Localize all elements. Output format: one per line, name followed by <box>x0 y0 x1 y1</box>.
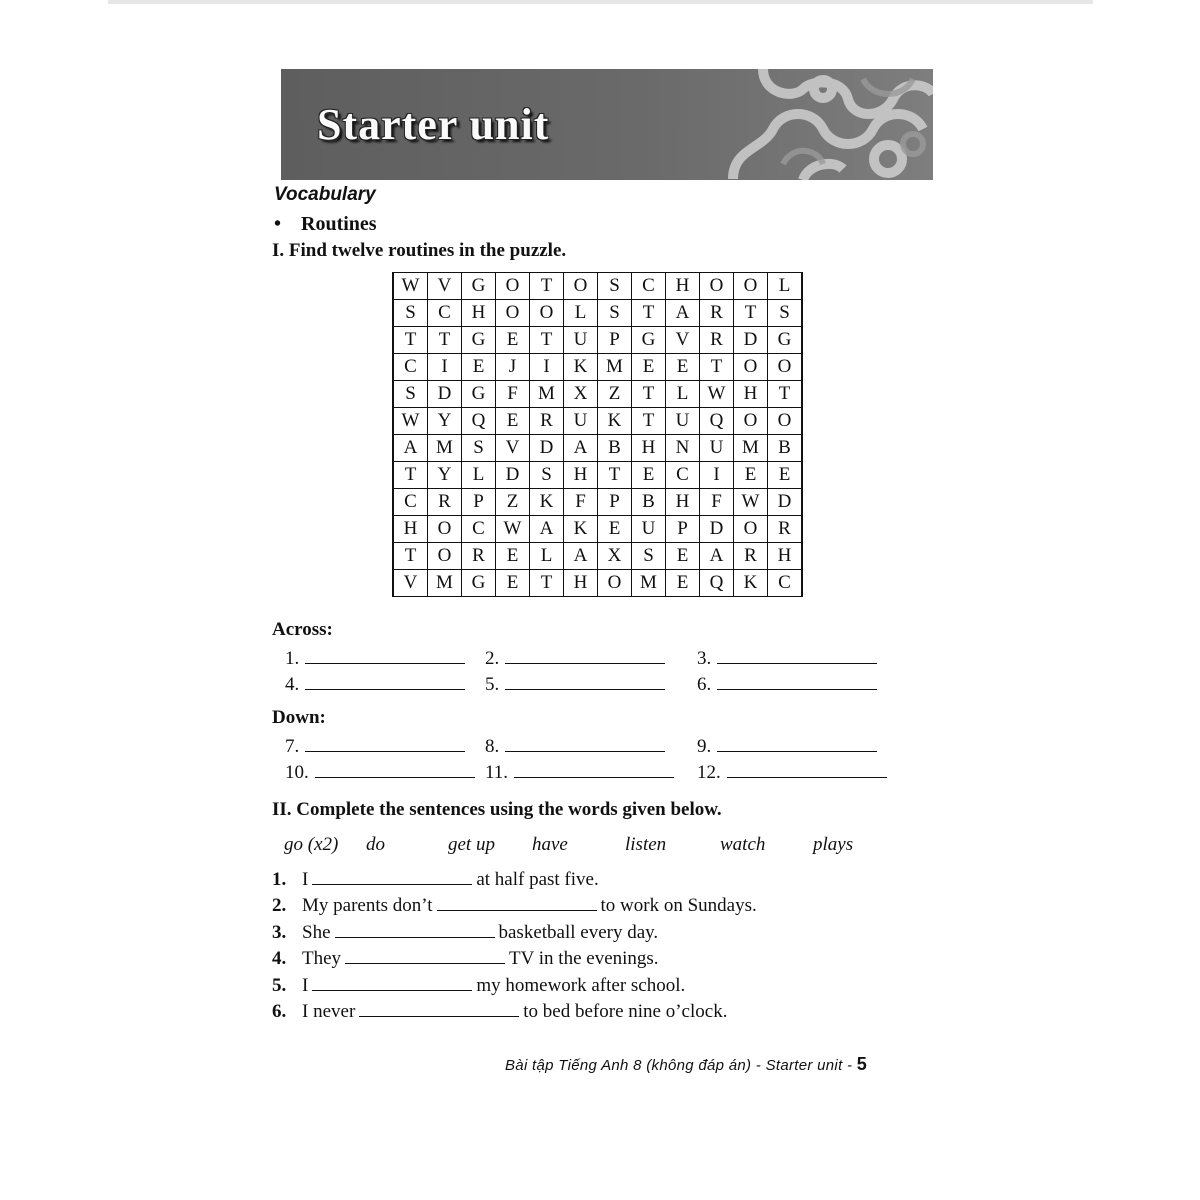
grid-cell[interactable]: X <box>564 381 598 408</box>
grid-cell[interactable]: M <box>632 570 666 597</box>
grid-cell[interactable]: A <box>564 435 598 462</box>
down-label: Down: <box>272 707 326 728</box>
grid-cell[interactable]: P <box>462 489 496 516</box>
top-divider <box>108 0 1093 4</box>
sentence-end: my homework after school. <box>476 975 686 996</box>
grid-row <box>393 354 802 381</box>
grid-cell[interactable]: R <box>700 300 734 327</box>
sentence-start: I <box>302 975 309 996</box>
grid-cell[interactable]: H <box>462 300 496 327</box>
grid-cell[interactable]: F <box>564 489 598 516</box>
answer-blank[interactable] <box>717 671 877 690</box>
grid-cell[interactable]: L <box>666 381 700 408</box>
grid-cell[interactable]: B <box>632 489 666 516</box>
grid-cell[interactable]: K <box>564 354 598 381</box>
grid-cell[interactable]: H <box>768 543 803 570</box>
grid-cell[interactable]: V <box>496 435 530 462</box>
grid-cell[interactable]: D <box>768 489 803 516</box>
grid-cell[interactable]: H <box>564 570 598 597</box>
answer-blank[interactable] <box>717 645 877 664</box>
grid-cell[interactable]: J <box>496 354 530 381</box>
word-search-grid <box>392 272 803 597</box>
sentence-blank[interactable] <box>312 866 472 885</box>
answer-number: 4. <box>285 674 300 695</box>
grid-cell[interactable]: D <box>496 462 530 489</box>
answer-blank[interactable] <box>505 645 665 664</box>
grid-cell[interactable]: E <box>666 543 700 570</box>
answer-item <box>697 759 887 784</box>
grid-cell[interactable]: O <box>700 273 734 300</box>
grid-cell[interactable]: Q <box>700 570 734 597</box>
grid-cell[interactable]: T <box>393 543 428 570</box>
grid-row <box>393 570 802 597</box>
answer-number: 2. <box>485 648 500 669</box>
grid-row <box>393 489 802 516</box>
grid-cell[interactable]: O <box>768 408 803 435</box>
grid-cell[interactable]: C <box>666 462 700 489</box>
grid-cell[interactable]: T <box>393 327 428 354</box>
answer-item <box>697 645 877 670</box>
grid-cell[interactable]: M <box>598 354 632 381</box>
answer-blank[interactable] <box>305 645 465 664</box>
grid-cell[interactable]: K <box>598 408 632 435</box>
grid-cell[interactable]: I <box>428 354 462 381</box>
grid-cell[interactable]: E <box>496 327 530 354</box>
grid-cell[interactable]: E <box>666 570 700 597</box>
grid-cell[interactable]: T <box>768 381 803 408</box>
grid-cell[interactable]: T <box>530 570 564 597</box>
sentence-start: My parents don’t <box>302 895 433 916</box>
grid-row <box>393 327 802 354</box>
grid-cell[interactable]: H <box>393 516 428 543</box>
grid-cell[interactable]: K <box>530 489 564 516</box>
grid-cell[interactable]: O <box>734 408 768 435</box>
grid-cell[interactable]: M <box>530 381 564 408</box>
grid-row <box>393 462 802 489</box>
grid-cell[interactable]: M <box>428 570 462 597</box>
answer-item <box>485 733 665 758</box>
word-bank-item: go (x2) <box>284 834 339 855</box>
grid-cell[interactable]: E <box>496 408 530 435</box>
word-bank-item: get up <box>448 834 495 855</box>
footer-text: Bài tập Tiếng Anh 8 (không đáp án) - Starter unit - <box>505 1057 857 1074</box>
grid-cell[interactable]: L <box>530 543 564 570</box>
swirl-pattern-decoration <box>673 69 933 180</box>
topic-label: Routines <box>301 213 377 235</box>
grid-cell[interactable]: S <box>632 543 666 570</box>
grid-cell[interactable]: T <box>393 462 428 489</box>
grid-cell[interactable]: E <box>632 354 666 381</box>
answer-number: 10. <box>285 762 309 783</box>
grid-cell[interactable]: O <box>734 354 768 381</box>
grid-cell[interactable]: E <box>496 570 530 597</box>
grid-cell[interactable]: D <box>700 516 734 543</box>
grid-cell[interactable]: E <box>734 462 768 489</box>
grid-cell[interactable]: G <box>632 327 666 354</box>
sentence-start: I <box>302 869 309 890</box>
grid-cell[interactable]: W <box>393 408 428 435</box>
grid-cell[interactable]: Y <box>428 462 462 489</box>
answer-number: 12. <box>697 762 721 783</box>
sentence-end: at half past five. <box>476 869 599 890</box>
grid-cell[interactable]: B <box>598 435 632 462</box>
grid-cell[interactable]: P <box>666 516 700 543</box>
sentence-blank[interactable] <box>312 972 472 991</box>
sentence-number: 2. <box>272 895 287 916</box>
grid-cell[interactable]: H <box>666 489 700 516</box>
grid-cell[interactable]: O <box>734 273 768 300</box>
grid-cell[interactable]: C <box>768 570 803 597</box>
sentence-end: TV in the evenings. <box>509 948 659 969</box>
word-bank-item: plays <box>813 834 854 855</box>
unit-title: Starter unit <box>317 100 550 149</box>
sentence-blank[interactable] <box>345 945 505 964</box>
sentence-number: 1. <box>272 869 287 890</box>
grid-cell[interactable]: S <box>598 300 632 327</box>
grid-cell[interactable]: D <box>428 381 462 408</box>
sentence-blank[interactable] <box>335 919 495 938</box>
grid-cell[interactable]: H <box>632 435 666 462</box>
grid-cell[interactable]: Q <box>462 408 496 435</box>
grid-cell[interactable]: N <box>666 435 700 462</box>
grid-cell[interactable]: K <box>734 570 768 597</box>
grid-cell[interactable]: C <box>428 300 462 327</box>
answer-blank[interactable] <box>305 733 465 752</box>
grid-cell[interactable]: O <box>530 300 564 327</box>
grid-cell[interactable]: B <box>768 435 803 462</box>
answer-number: 8. <box>485 736 500 757</box>
grid-row <box>393 408 802 435</box>
grid-cell[interactable]: L <box>564 300 598 327</box>
grid-cell[interactable]: X <box>598 543 632 570</box>
grid-cell[interactable]: U <box>632 516 666 543</box>
grid-cell[interactable]: Z <box>496 489 530 516</box>
sentence-number: 5. <box>272 975 287 996</box>
grid-cell[interactable]: T <box>632 300 666 327</box>
grid-cell[interactable]: W <box>700 381 734 408</box>
answer-blank[interactable] <box>717 733 877 752</box>
answer-number: 6. <box>697 674 712 695</box>
grid-cell[interactable]: I <box>700 462 734 489</box>
sentence-item <box>272 998 727 1023</box>
grid-cell[interactable]: G <box>462 327 496 354</box>
unit-banner <box>281 69 933 180</box>
grid-cell[interactable]: O <box>428 516 462 543</box>
grid-cell[interactable]: G <box>768 327 803 354</box>
grid-cell[interactable]: U <box>564 408 598 435</box>
grid-cell[interactable]: P <box>598 327 632 354</box>
grid-cell[interactable]: O <box>496 273 530 300</box>
grid-cell[interactable]: G <box>462 381 496 408</box>
grid-cell[interactable]: E <box>768 462 803 489</box>
grid-cell[interactable]: D <box>734 327 768 354</box>
grid-cell[interactable]: E <box>462 354 496 381</box>
grid-cell[interactable]: F <box>700 489 734 516</box>
answer-item <box>697 733 877 758</box>
grid-cell[interactable]: C <box>462 516 496 543</box>
sentence-end: to bed before nine o’clock. <box>523 1001 728 1022</box>
grid-cell[interactable]: A <box>700 543 734 570</box>
answer-blank[interactable] <box>727 759 887 778</box>
grid-cell[interactable]: W <box>496 516 530 543</box>
grid-cell[interactable]: T <box>632 381 666 408</box>
grid-cell[interactable]: E <box>598 516 632 543</box>
exercise2-instruction: II. Complete the sentences using the words given below. <box>272 799 722 820</box>
grid-cell[interactable]: R <box>428 489 462 516</box>
sentence-item <box>272 866 599 891</box>
grid-cell[interactable]: L <box>462 462 496 489</box>
answer-item <box>285 733 465 758</box>
grid-row <box>393 381 802 408</box>
grid-cell[interactable]: S <box>768 300 803 327</box>
grid-cell[interactable]: S <box>393 381 428 408</box>
grid-cell[interactable]: U <box>700 435 734 462</box>
answer-item <box>485 671 665 696</box>
grid-cell[interactable]: F <box>496 381 530 408</box>
answer-item <box>285 671 465 696</box>
grid-cell[interactable]: C <box>393 354 428 381</box>
grid-cell[interactable]: T <box>598 462 632 489</box>
sentence-item <box>272 972 685 997</box>
grid-cell[interactable]: W <box>393 273 428 300</box>
grid-cell[interactable]: C <box>393 489 428 516</box>
grid-cell[interactable]: S <box>462 435 496 462</box>
answer-blank[interactable] <box>305 671 465 690</box>
grid-cell[interactable]: A <box>564 543 598 570</box>
word-bank-item: watch <box>720 834 766 855</box>
answer-item <box>485 759 674 784</box>
grid-cell[interactable]: O <box>598 570 632 597</box>
grid-cell[interactable]: D <box>530 435 564 462</box>
grid-cell[interactable]: U <box>666 408 700 435</box>
sentence-start: She <box>302 922 331 943</box>
answer-blank[interactable] <box>505 671 665 690</box>
sentence-item <box>272 945 659 970</box>
answer-number: 7. <box>285 736 300 757</box>
grid-cell[interactable]: W <box>734 489 768 516</box>
grid-cell[interactable]: R <box>700 327 734 354</box>
grid-cell[interactable]: H <box>564 462 598 489</box>
grid-cell[interactable]: T <box>700 354 734 381</box>
grid-cell[interactable]: A <box>666 300 700 327</box>
answer-blank[interactable] <box>505 733 665 752</box>
grid-cell[interactable]: U <box>564 327 598 354</box>
grid-cell[interactable]: A <box>530 516 564 543</box>
grid-cell[interactable]: M <box>734 435 768 462</box>
grid-cell[interactable]: P <box>598 489 632 516</box>
across-label: Across: <box>272 619 333 640</box>
page-number: 5 <box>856 1054 868 1074</box>
exercise1-instruction: I. Find twelve routines in the puzzle. <box>272 240 567 261</box>
grid-cell[interactable]: O <box>734 516 768 543</box>
answer-blank[interactable] <box>514 759 674 778</box>
grid-cell[interactable]: H <box>734 381 768 408</box>
answer-number: 11. <box>485 762 509 783</box>
sentence-start: I never <box>302 1001 356 1022</box>
sentence-blank[interactable] <box>437 892 597 911</box>
grid-cell[interactable]: L <box>768 273 803 300</box>
grid-cell[interactable]: G <box>462 273 496 300</box>
word-bank-item: do <box>366 834 385 855</box>
answer-blank[interactable] <box>315 759 475 778</box>
grid-cell[interactable]: T <box>632 408 666 435</box>
sentence-end: to work on Sundays. <box>600 895 757 916</box>
grid-cell[interactable]: V <box>393 570 428 597</box>
word-bank-item: listen <box>625 834 667 855</box>
grid-cell[interactable]: T <box>428 327 462 354</box>
bullet-icon: • <box>274 213 282 235</box>
answer-item <box>285 759 475 784</box>
sentence-end: basketball every day. <box>498 922 659 943</box>
grid-cell[interactable]: T <box>734 300 768 327</box>
grid-cell[interactable]: G <box>462 570 496 597</box>
answer-number: 5. <box>485 674 500 695</box>
grid-row <box>393 435 802 462</box>
grid-cell[interactable]: E <box>666 354 700 381</box>
grid-cell[interactable]: V <box>666 327 700 354</box>
grid-row <box>393 543 802 570</box>
sentence-item <box>272 919 658 944</box>
answer-number: 9. <box>697 736 712 757</box>
grid-row <box>393 273 802 300</box>
answer-item <box>285 645 465 670</box>
section-heading: Vocabulary <box>274 184 376 205</box>
sentence-number: 6. <box>272 1001 287 1022</box>
grid-cell[interactable]: O <box>428 543 462 570</box>
grid-cell[interactable]: S <box>530 462 564 489</box>
answer-item <box>485 645 665 670</box>
grid-row <box>393 516 802 543</box>
grid-cell[interactable]: Z <box>598 381 632 408</box>
grid-cell[interactable]: R <box>734 543 768 570</box>
grid-cell[interactable]: S <box>393 300 428 327</box>
grid-cell[interactable]: H <box>666 273 700 300</box>
sentence-number: 4. <box>272 948 287 969</box>
grid-cell[interactable]: R <box>530 408 564 435</box>
grid-cell[interactable]: E <box>632 462 666 489</box>
grid-cell[interactable]: E <box>496 543 530 570</box>
answer-item <box>697 671 877 696</box>
grid-cell[interactable]: A <box>393 435 428 462</box>
topic-bullet <box>274 213 377 236</box>
sentence-item <box>272 892 757 917</box>
grid-cell[interactable]: V <box>428 273 462 300</box>
grid-cell[interactable]: Q <box>700 408 734 435</box>
sentence-blank[interactable] <box>359 998 519 1017</box>
grid-cell[interactable]: R <box>768 516 803 543</box>
grid-cell[interactable]: Y <box>428 408 462 435</box>
answer-number: 1. <box>285 648 300 669</box>
word-bank-item: have <box>532 834 568 855</box>
grid-cell[interactable]: S <box>598 273 632 300</box>
grid-row <box>393 300 802 327</box>
grid-cell[interactable]: O <box>496 300 530 327</box>
grid-cell[interactable]: C <box>632 273 666 300</box>
grid-cell[interactable]: O <box>768 354 803 381</box>
grid-cell[interactable]: O <box>564 273 598 300</box>
sentence-start: They <box>302 948 342 969</box>
grid-cell[interactable]: K <box>564 516 598 543</box>
grid-cell[interactable]: T <box>530 273 564 300</box>
answer-number: 3. <box>697 648 712 669</box>
grid-cell[interactable]: M <box>428 435 462 462</box>
grid-cell[interactable]: I <box>530 354 564 381</box>
sentence-number: 3. <box>272 922 287 943</box>
grid-cell[interactable]: T <box>530 327 564 354</box>
page-footer <box>505 1054 867 1075</box>
grid-cell[interactable]: R <box>462 543 496 570</box>
